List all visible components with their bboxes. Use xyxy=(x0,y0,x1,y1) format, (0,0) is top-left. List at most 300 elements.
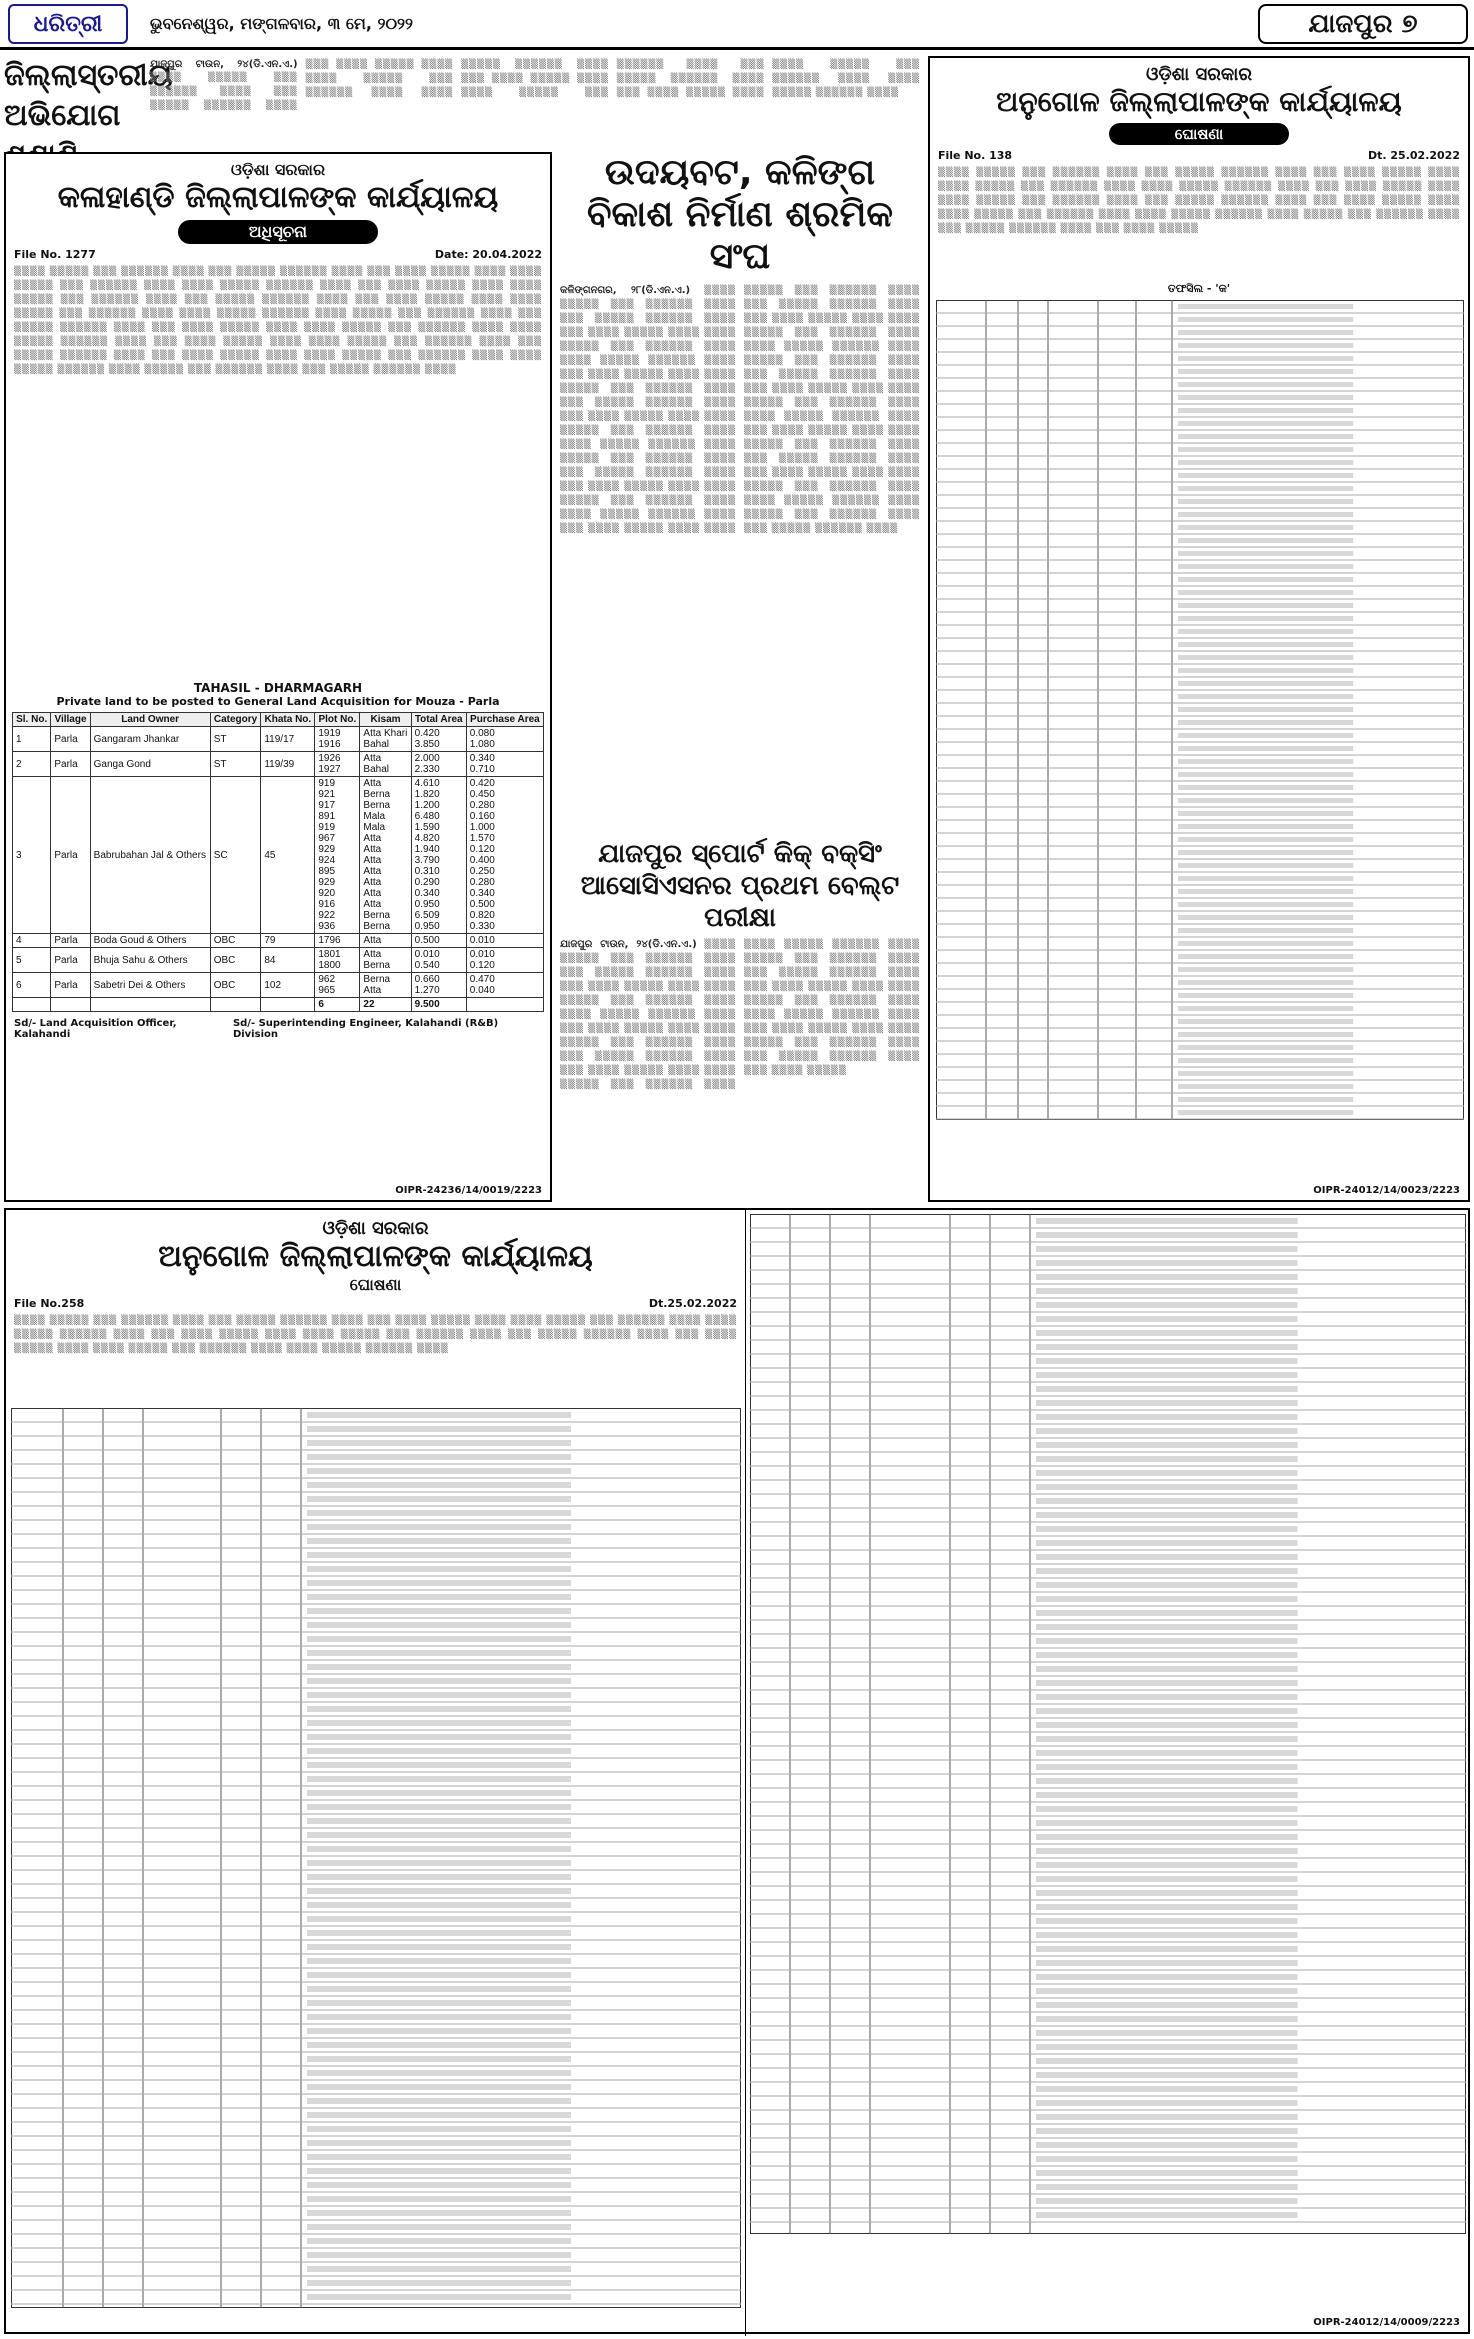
text-placeholder xyxy=(307,1636,571,1642)
table-cell: Atta xyxy=(360,934,411,948)
text-placeholder xyxy=(1178,967,1353,972)
table-cell: 22 xyxy=(360,998,411,1012)
adhigog-title: ଜିଲ୍ଲାସ୍ତରୀୟ ଅଭିଯୋଗ xyxy=(4,58,173,133)
text-placeholder xyxy=(307,1790,571,1796)
text-placeholder xyxy=(1178,460,1353,465)
kalahandi-bar: ଅଧିସୂଚନା xyxy=(178,220,378,244)
text-placeholder xyxy=(1178,590,1353,595)
table-row xyxy=(13,752,544,777)
text-placeholder xyxy=(1178,577,1353,582)
table-cell: 3 xyxy=(13,777,51,934)
text-placeholder xyxy=(307,2266,571,2272)
news-article-2 xyxy=(560,838,920,1200)
text-placeholder xyxy=(307,2238,571,2244)
table-cell: 0.420 3.850 xyxy=(411,727,466,752)
text-placeholder xyxy=(1036,2114,1298,2120)
angul1-date: Dt. 25.02.2022 xyxy=(1368,149,1460,162)
angul1-sched: ତଫସିଲ - 'କ' xyxy=(1167,282,1231,295)
text-placeholder xyxy=(307,2210,571,2216)
adhigog-title-box xyxy=(4,56,173,148)
table-cell: Babrubahan Jal & Others xyxy=(90,777,210,934)
text-placeholder xyxy=(1178,499,1353,504)
text-placeholder xyxy=(307,2056,571,2062)
text-placeholder xyxy=(1178,616,1353,621)
text-placeholder xyxy=(307,1426,571,1432)
text-placeholder xyxy=(307,2014,571,2020)
text-placeholder xyxy=(1178,434,1353,439)
text-placeholder xyxy=(1178,1006,1353,1011)
table-row xyxy=(13,727,544,752)
text-placeholder xyxy=(1036,1372,1298,1378)
text-placeholder xyxy=(1178,1110,1353,1115)
angul2-oipr: OIPR-24012/14/0009/2223 xyxy=(1313,2317,1460,2328)
table-cell: 2.000 2.330 xyxy=(411,752,466,777)
text-placeholder xyxy=(1178,928,1353,933)
text-placeholder xyxy=(1178,980,1353,985)
kalahandi-date: Date: 20.04.2022 xyxy=(434,248,542,261)
text-placeholder xyxy=(1178,473,1353,478)
text-placeholder xyxy=(1036,1848,1298,1854)
table-cell: 0.080 1.080 xyxy=(466,727,543,752)
text-placeholder xyxy=(1178,330,1353,335)
text-placeholder xyxy=(1178,356,1353,361)
text-placeholder xyxy=(1178,382,1353,387)
text-placeholder xyxy=(1178,1019,1353,1024)
text-placeholder xyxy=(307,1510,571,1516)
text-placeholder xyxy=(307,2168,571,2174)
table-cell: 1919 1916 xyxy=(315,727,360,752)
text-placeholder xyxy=(1036,1638,1298,1644)
table-cell: 0.010 xyxy=(466,934,543,948)
table-header: Plot No. xyxy=(315,713,360,727)
angul2-file: File No.258 xyxy=(14,1297,85,1310)
text-placeholder xyxy=(1178,629,1353,634)
text-placeholder xyxy=(1036,2030,1298,2036)
angul1-table-wrap xyxy=(930,296,1468,1128)
text-placeholder xyxy=(307,1804,571,1810)
angul2-left-table xyxy=(11,1408,741,2308)
text-placeholder xyxy=(307,1412,571,1418)
text-placeholder xyxy=(1178,551,1353,556)
table-cell: 0.660 1.270 xyxy=(411,973,466,998)
angul1-gov: ଓଡ଼ିଶା ସରକାର xyxy=(1146,64,1252,85)
table-cell: 0.420 0.450 0.280 0.160 1.000 1.570 0.120 0.400 0.250 0.280 0.340 0.500 0.820 0.330 xyxy=(466,777,543,934)
text-placeholder xyxy=(307,1748,571,1754)
text-placeholder xyxy=(1036,1764,1298,1770)
text-placeholder xyxy=(1178,707,1353,712)
table-cell: Parla xyxy=(51,973,90,998)
text-placeholder xyxy=(1036,1414,1298,1420)
table-cell: 79 xyxy=(261,934,315,948)
text-placeholder xyxy=(1036,1792,1298,1798)
text-placeholder xyxy=(1178,889,1353,894)
text-placeholder xyxy=(1036,1344,1298,1350)
table-cell xyxy=(90,998,210,1012)
text-placeholder xyxy=(1178,603,1353,608)
table-cell: 0.010 0.120 xyxy=(466,948,543,973)
text-placeholder xyxy=(1178,512,1353,517)
table-header: Purchase Area xyxy=(466,713,543,727)
text-placeholder xyxy=(307,2224,571,2230)
table-cell: 1 xyxy=(13,727,51,752)
text-placeholder xyxy=(1178,694,1353,699)
text-placeholder xyxy=(1036,1582,1298,1588)
angul1-title: ଅନୁଗୋଳ ଜିଲ୍ଲାପାଳଙ୍କ କାର୍ଯ୍ୟାଳୟ xyxy=(996,85,1402,118)
table-cell: 1801 1800 xyxy=(315,948,360,973)
text-placeholder xyxy=(1178,655,1353,660)
text-placeholder xyxy=(307,1888,571,1894)
text-placeholder xyxy=(307,2252,571,2258)
text-placeholder xyxy=(1036,2142,1298,2148)
table-cell: 4 xyxy=(13,934,51,948)
text-placeholder xyxy=(1178,642,1353,647)
angul2-title: ଅନୁଗୋଳ ଜିଲ୍ଲାପାଳଙ୍କ କାର୍ଯ୍ୟାଳୟ xyxy=(158,1239,593,1274)
text-placeholder xyxy=(1036,1736,1298,1742)
kalahandi-notice xyxy=(4,152,552,1202)
text-placeholder xyxy=(307,1958,571,1964)
text-placeholder xyxy=(1036,2086,1298,2092)
table-cell: 1796 xyxy=(315,934,360,948)
text-placeholder xyxy=(1036,1862,1298,1868)
table-total-row xyxy=(13,998,544,1012)
text-placeholder xyxy=(1036,1960,1298,1966)
angul1-land-table xyxy=(936,300,1464,1120)
text-placeholder xyxy=(1178,941,1353,946)
table-cell: Atta Bahal xyxy=(360,752,411,777)
table-cell: 5 xyxy=(13,948,51,973)
text-placeholder xyxy=(307,1468,571,1474)
text-placeholder xyxy=(1178,824,1353,829)
adhigog-dateline: ଯାଜପୁର ଟାଉନ, ୨୪(ଡି.ଏନ.ଏ.) xyxy=(150,59,298,70)
text-placeholder xyxy=(307,2084,571,2090)
text-placeholder xyxy=(1036,1246,1298,1252)
text-placeholder xyxy=(1036,1680,1298,1686)
text-placeholder xyxy=(1036,1708,1298,1714)
table-cell: OBC xyxy=(210,948,261,973)
kalahandi-sign-right: Sd/- Superintending Engineer, Kalahandi (R&B) Division xyxy=(232,1018,499,1040)
text-placeholder xyxy=(307,2140,571,2146)
table-cell: 9.500 xyxy=(411,998,466,1012)
table-cell: ST xyxy=(210,752,261,777)
text-placeholder xyxy=(307,2182,571,2188)
page-label: ଯାଜପୁର ୭ xyxy=(1258,4,1468,44)
text-placeholder xyxy=(1178,668,1353,673)
text-placeholder xyxy=(1036,1484,1298,1490)
table-cell xyxy=(261,998,315,1012)
table-row xyxy=(13,973,544,998)
table-row xyxy=(13,934,544,948)
text-placeholder xyxy=(1178,993,1353,998)
table-row xyxy=(13,948,544,973)
text-placeholder xyxy=(1178,486,1353,491)
table-cell: Boda Goud & Others xyxy=(90,934,210,948)
text-placeholder xyxy=(1178,304,1353,309)
text-placeholder xyxy=(307,1454,571,1460)
news2-headline: ଯାଜପୁର ସ୍ପୋର୍ଟ କିକ୍ ବକ୍ସିଂ ଆସୋସିଏସନର ପ୍ରଥମ ବେଲ୍ଟ ପରୀକ୍ଷା xyxy=(580,839,900,933)
text-placeholder xyxy=(1178,564,1353,569)
text-placeholder xyxy=(1036,1218,1298,1224)
table-cell: 2 xyxy=(13,752,51,777)
text-placeholder xyxy=(1036,1456,1298,1462)
text-placeholder xyxy=(1036,1722,1298,1728)
table-cell: Gangaram Jhankar xyxy=(90,727,210,752)
kalahandi-sign-left: Sd/- Land Acquisition Officer, Kalahandi xyxy=(14,1018,177,1040)
text-placeholder xyxy=(1178,720,1353,725)
newspaper-logo: ଧରିତ୍ରୀ xyxy=(8,4,128,44)
text-placeholder xyxy=(307,1860,571,1866)
news2-body xyxy=(560,938,920,1228)
text-placeholder xyxy=(1036,1260,1298,1266)
text-placeholder xyxy=(307,2028,571,2034)
text-placeholder xyxy=(1178,902,1353,907)
news2-dateline: ଯାଜପୁର ଟାଉନ, ୨୪(ଡି.ଏନ.ଏ.) xyxy=(560,939,697,950)
text-placeholder xyxy=(307,1650,571,1656)
text-placeholder xyxy=(1178,850,1353,855)
table-header: Village xyxy=(51,713,90,727)
kalahandi-table-sub: Private land to be posted to General Land Acquisition for Mouza - Parla xyxy=(56,695,500,708)
text-placeholder xyxy=(307,1538,571,1544)
text-placeholder xyxy=(1036,1694,1298,1700)
text-placeholder xyxy=(307,1692,571,1698)
news2-text-placeholder: ▒▒▒▒ ▒▒▒▒▒ ▒▒▒ ▒▒▒▒▒▒ ▒▒▒▒ ▒▒▒ ▒▒▒▒▒ ▒▒▒▒▒▒ ▒▒▒▒ ▒▒▒ ▒▒▒▒ ▒▒▒▒▒ ▒▒▒▒ ▒▒▒▒ ▒▒▒▒▒ ▒▒▒ ▒▒▒▒▒▒ ▒▒▒▒ ▒▒▒▒ ▒▒▒▒▒ ▒▒▒▒▒▒ ▒▒▒▒ ▒▒▒ ▒▒▒▒ ▒▒▒▒▒ ▒▒▒▒ ▒▒▒▒ ▒▒▒▒▒ ▒▒▒ ▒▒▒▒▒▒ ▒▒▒▒ ▒▒▒ ▒▒▒▒▒ ▒▒▒▒▒▒ ▒▒▒▒ ▒▒▒ ▒▒▒▒ ▒▒▒▒▒ ▒▒▒▒ ▒▒▒▒ ▒▒▒▒▒ ▒▒▒ ▒▒▒▒▒▒ ▒▒▒▒ ▒▒▒▒ ▒▒▒▒▒ ▒▒▒▒▒▒ ▒▒▒▒ ▒▒▒▒▒ ▒▒▒ ▒▒▒▒▒▒ ▒▒▒▒ ▒▒▒ ▒▒▒▒▒ ▒▒▒▒▒▒ ▒▒▒▒ ▒▒▒ ▒▒▒▒ ▒▒▒▒▒ ▒▒▒▒ ▒▒▒▒ ▒▒▒▒▒ ▒▒▒ ▒▒▒▒▒▒ ▒▒▒▒ ▒▒▒▒ ▒▒▒▒▒ ▒▒▒▒▒▒ ▒▒▒▒ ▒▒▒ ▒▒▒▒ ▒▒▒▒▒ ▒▒▒▒ ▒▒▒▒ ▒▒▒▒▒ ▒▒▒ ▒▒▒▒▒▒ ▒▒▒▒ ▒▒▒ ▒▒▒▒▒ ▒▒▒▒▒▒ ▒▒▒▒ ▒▒▒ ▒▒▒▒ ▒▒▒▒▒ xyxy=(560,940,920,1090)
table-cell: OBC xyxy=(210,973,261,998)
angul2-right-table xyxy=(750,1214,1466,2234)
text-placeholder xyxy=(307,1986,571,1992)
table-cell: 45 xyxy=(261,777,315,934)
text-placeholder xyxy=(1036,1526,1298,1532)
text-placeholder xyxy=(1178,746,1353,751)
table-cell: Ganga Gond xyxy=(90,752,210,777)
text-placeholder xyxy=(307,1902,571,1908)
angul-notice-2 xyxy=(4,1208,1470,2334)
table-cell: Parla xyxy=(51,752,90,777)
text-placeholder xyxy=(307,1552,571,1558)
table-cell: 102 xyxy=(261,973,315,998)
table-cell: 0.340 0.710 xyxy=(466,752,543,777)
table-row xyxy=(13,777,544,934)
text-placeholder xyxy=(307,1608,571,1614)
angul1-bar: ଘୋଷଣା xyxy=(1109,123,1289,145)
text-placeholder xyxy=(1036,1274,1298,1280)
angul1-oipr: OIPR-24012/14/0023/2223 xyxy=(1313,1185,1460,1196)
text-placeholder xyxy=(1036,1442,1298,1448)
kalahandi-file: File No. 1277 xyxy=(14,248,96,261)
table-header: Kisam xyxy=(360,713,411,727)
text-placeholder xyxy=(307,1720,571,1726)
text-placeholder xyxy=(1178,395,1353,400)
text-placeholder xyxy=(1036,1974,1298,1980)
angul2-right-col xyxy=(750,1214,1466,2330)
text-placeholder xyxy=(1036,2170,1298,2176)
text-placeholder xyxy=(307,2196,571,2202)
text-placeholder xyxy=(1178,785,1353,790)
table-cell: Atta Khari Bahal xyxy=(360,727,411,752)
text-placeholder xyxy=(1036,1806,1298,1812)
text-placeholder xyxy=(307,2070,571,2076)
table-cell: 919 921 917 891 919 967 929 924 895 929 920 916 922 936 xyxy=(315,777,360,934)
angul2-left-col xyxy=(6,1210,746,2336)
text-placeholder xyxy=(307,2294,571,2300)
text-placeholder xyxy=(307,1734,571,1740)
angul1-body-placeholder: ▒▒▒▒ ▒▒▒▒▒ ▒▒▒ ▒▒▒▒▒▒ ▒▒▒▒ ▒▒▒ ▒▒▒▒▒ ▒▒▒▒▒▒ ▒▒▒▒ ▒▒▒ ▒▒▒▒ ▒▒▒▒▒ ▒▒▒▒ ▒▒▒▒ ▒▒▒▒▒ ▒▒▒ ▒▒▒▒▒▒ ▒▒▒▒ ▒▒▒▒ ▒▒▒▒▒ ▒▒▒▒▒▒ ▒▒▒▒ ▒▒▒ ▒▒▒▒ ▒▒▒▒▒ ▒▒▒▒ ▒▒▒▒ ▒▒▒▒▒ ▒▒▒ ▒▒▒▒▒▒ ▒▒▒▒ ▒▒▒ ▒▒▒▒▒ ▒▒▒▒▒▒ ▒▒▒▒ ▒▒▒ ▒▒▒▒ ▒▒▒▒▒ ▒▒▒▒ ▒▒▒▒ ▒▒▒▒▒ ▒▒▒ ▒▒▒▒▒▒ ▒▒▒▒ ▒▒▒▒ ▒▒▒▒▒ ▒▒▒▒▒▒ ▒▒▒▒ ▒▒▒▒▒ ▒▒▒ ▒▒▒▒▒▒ ▒▒▒▒ ▒▒▒ ▒▒▒▒▒ ▒▒▒▒▒▒ ▒▒▒▒ ▒▒▒ ▒▒▒▒ ▒▒▒▒▒ xyxy=(938,168,1460,234)
text-placeholder xyxy=(1036,2184,1298,2190)
text-placeholder xyxy=(1036,1890,1298,1896)
kalahandi-land-table xyxy=(12,712,544,1012)
text-placeholder xyxy=(307,2042,571,2048)
text-placeholder xyxy=(307,1776,571,1782)
text-placeholder xyxy=(1036,2044,1298,2050)
table-cell: Berna Atta xyxy=(360,973,411,998)
text-placeholder xyxy=(1036,1988,1298,1994)
table-header: Land Owner xyxy=(90,713,210,727)
text-placeholder xyxy=(307,1580,571,1586)
text-placeholder xyxy=(1178,447,1353,452)
text-placeholder xyxy=(1178,876,1353,881)
text-placeholder xyxy=(1036,1400,1298,1406)
text-placeholder xyxy=(307,1706,571,1712)
text-placeholder xyxy=(307,1874,571,1880)
news1-body xyxy=(560,284,920,874)
text-placeholder xyxy=(1178,798,1353,803)
table-cell: ST xyxy=(210,727,261,752)
text-placeholder xyxy=(307,1972,571,1978)
text-placeholder xyxy=(1036,1512,1298,1518)
text-placeholder xyxy=(1036,1470,1298,1476)
table-cell: 84 xyxy=(261,948,315,973)
table-cell: Parla xyxy=(51,727,90,752)
table-header: Category xyxy=(210,713,261,727)
text-placeholder xyxy=(307,2154,571,2160)
text-placeholder xyxy=(307,1622,571,1628)
kalahandi-oipr: OIPR-24236/14/0019/2223 xyxy=(395,1185,542,1196)
text-placeholder xyxy=(307,1482,571,1488)
text-placeholder xyxy=(1036,2156,1298,2162)
text-placeholder xyxy=(1178,759,1353,764)
text-placeholder xyxy=(1178,1058,1353,1063)
text-placeholder xyxy=(1178,681,1353,686)
table-cell: Parla xyxy=(51,934,90,948)
text-placeholder xyxy=(1036,1946,1298,1952)
text-placeholder xyxy=(1036,1428,1298,1434)
table-cell xyxy=(466,998,543,1012)
text-placeholder xyxy=(1036,2128,1298,2134)
text-placeholder xyxy=(1036,1652,1298,1658)
angul2-bar: ଘୋଷଣା xyxy=(349,1275,402,1294)
text-placeholder xyxy=(1178,915,1353,920)
text-placeholder xyxy=(1036,1568,1298,1574)
text-placeholder xyxy=(1178,1045,1353,1050)
news1-headline: ଉଦୟବଟ, କଳିଙ୍ଗ ବିକାଶ ନିର୍ମାଣ ଶ୍ରମିକ ସଂଘ xyxy=(587,152,893,277)
text-placeholder xyxy=(1178,317,1353,322)
text-placeholder xyxy=(1036,1750,1298,1756)
text-placeholder xyxy=(307,1818,571,1824)
table-cell: Atta Berna Berna Mala Mala Atta Atta Atta Atta Atta Atta Atta Berna Berna xyxy=(360,777,411,934)
text-placeholder xyxy=(1036,1358,1298,1364)
text-placeholder xyxy=(307,1594,571,1600)
text-placeholder xyxy=(307,1678,571,1684)
text-placeholder xyxy=(1178,421,1353,426)
text-placeholder xyxy=(1036,1778,1298,1784)
text-placeholder xyxy=(307,1664,571,1670)
angul2-gov: ଓଡ଼ିଶା ସରକାର xyxy=(322,1218,429,1239)
angul2-body-placeholder: ▒▒▒▒ ▒▒▒▒▒ ▒▒▒ ▒▒▒▒▒▒ ▒▒▒▒ ▒▒▒ ▒▒▒▒▒ ▒▒▒▒▒▒ ▒▒▒▒ ▒▒▒ ▒▒▒▒ ▒▒▒▒▒ ▒▒▒▒ ▒▒▒▒ ▒▒▒▒▒ ▒▒▒ ▒▒▒▒▒▒ ▒▒▒▒ ▒▒▒▒ ▒▒▒▒▒ ▒▒▒▒▒▒ ▒▒▒▒ ▒▒▒ ▒▒▒▒ ▒▒▒▒▒ ▒▒▒▒ ▒▒▒▒ ▒▒▒▒▒ ▒▒▒ ▒▒▒▒▒▒ ▒▒▒▒ ▒▒▒ ▒▒▒▒▒ ▒▒▒▒▒▒ ▒▒▒▒ ▒▒▒ ▒▒▒▒ ▒▒▒▒▒ ▒▒▒▒ ▒▒▒▒ ▒▒▒▒▒ ▒▒▒ ▒▒▒▒▒▒ ▒▒▒▒ ▒▒▒▒ ▒▒▒▒▒ ▒▒▒▒▒▒ ▒▒▒▒ xyxy=(14,1316,737,1354)
text-placeholder xyxy=(1178,525,1353,530)
text-placeholder xyxy=(1178,837,1353,842)
text-placeholder xyxy=(1036,2058,1298,2064)
text-placeholder xyxy=(1178,538,1353,543)
text-placeholder xyxy=(1036,1834,1298,1840)
text-placeholder xyxy=(1178,343,1353,348)
angul-notice-1 xyxy=(928,56,1470,1202)
table-header: Total Area xyxy=(411,713,466,727)
table-cell: 0.500 xyxy=(411,934,466,948)
text-placeholder xyxy=(1178,1032,1353,1037)
table-cell xyxy=(210,998,261,1012)
text-placeholder xyxy=(1036,1540,1298,1546)
angul2-date: Dt.25.02.2022 xyxy=(648,1297,737,1310)
text-placeholder xyxy=(1036,1820,1298,1826)
text-placeholder xyxy=(1036,1666,1298,1672)
adhigog-text-placeholder: ▒▒▒▒ ▒▒▒▒▒ ▒▒▒ ▒▒▒▒▒▒ ▒▒▒▒ ▒▒▒ ▒▒▒▒▒ ▒▒▒▒▒▒ ▒▒▒▒ ▒▒▒ ▒▒▒▒ ▒▒▒▒▒ ▒▒▒▒ ▒▒▒▒ ▒▒▒▒▒ ▒▒▒ ▒▒▒▒▒▒ ▒▒▒▒ ▒▒▒▒ ▒▒▒▒▒ ▒▒▒▒▒▒ ▒▒▒▒ ▒▒▒ ▒▒▒▒ ▒▒▒▒▒ ▒▒▒▒ ▒▒▒▒ ▒▒▒▒▒ ▒▒▒ ▒▒▒▒▒▒ ▒▒▒▒ ▒▒▒ ▒▒▒▒▒ ▒▒▒▒▒▒ ▒▒▒▒ ▒▒▒ ▒▒▒▒ ▒▒▒▒▒ ▒▒▒▒ ▒▒▒▒ ▒▒▒▒▒ ▒▒▒ ▒▒▒▒▒▒ ▒▒▒▒ ▒▒▒▒ ▒▒▒▒▒ ▒▒▒▒▒▒ ▒▒▒▒ xyxy=(150,60,920,111)
table-cell: 4.610 1.820 1.200 6.480 1.590 4.820 1.940 3.790 0.310 0.290 0.340 0.950 6.509 0.950 xyxy=(411,777,466,934)
kalahandi-table-title: TAHASIL - DHARMAGARH xyxy=(193,681,363,695)
text-placeholder xyxy=(1178,408,1353,413)
table-header: Khata No. xyxy=(261,713,315,727)
table-header: Sl. No. xyxy=(13,713,51,727)
news1-dateline: କଳିଙ୍ଗନଗର, ୨୮(ଡି.ଏନ.ଏ.) xyxy=(560,285,691,296)
table-cell: 119/17 xyxy=(261,727,315,752)
table-cell xyxy=(51,998,90,1012)
angul1-file: File No. 138 xyxy=(938,149,1013,162)
text-placeholder xyxy=(1036,2100,1298,2106)
text-placeholder xyxy=(1036,1554,1298,1560)
text-placeholder xyxy=(307,1916,571,1922)
text-placeholder xyxy=(1178,1097,1353,1102)
text-placeholder xyxy=(307,2280,571,2286)
text-placeholder xyxy=(1036,1386,1298,1392)
table-cell: Parla xyxy=(51,777,90,934)
kalahandi-body-placeholder: ▒▒▒▒ ▒▒▒▒▒ ▒▒▒ ▒▒▒▒▒▒ ▒▒▒▒ ▒▒▒ ▒▒▒▒▒ ▒▒▒▒▒▒ ▒▒▒▒ ▒▒▒ ▒▒▒▒ ▒▒▒▒▒ ▒▒▒▒ ▒▒▒▒ ▒▒▒▒▒ ▒▒▒ ▒▒▒▒▒▒ ▒▒▒▒ ▒▒▒▒ ▒▒▒▒▒ ▒▒▒▒▒▒ ▒▒▒▒ ▒▒▒ ▒▒▒▒ ▒▒▒▒▒ ▒▒▒▒ ▒▒▒▒ ▒▒▒▒▒ ▒▒▒ ▒▒▒▒▒▒ ▒▒▒▒ ▒▒▒ ▒▒▒▒▒ ▒▒▒▒▒▒ ▒▒▒▒ ▒▒▒ ▒▒▒▒ ▒▒▒▒▒ ▒▒▒▒ ▒▒▒▒ ▒▒▒▒▒ ▒▒▒ ▒▒▒▒▒▒ ▒▒▒▒ ▒▒▒▒ ▒▒▒▒▒ ▒▒▒▒▒▒ ▒▒▒▒ ▒▒▒▒▒ ▒▒▒ ▒▒▒▒▒▒ ▒▒▒▒ ▒▒▒ ▒▒▒▒▒ ▒▒▒▒▒▒ ▒▒▒▒ ▒▒▒ ▒▒▒▒ ▒▒▒▒▒ ▒▒▒▒ ▒▒▒▒ ▒▒▒▒▒ ▒▒▒ ▒▒▒▒▒▒ ▒▒▒▒ ▒▒▒▒ ▒▒▒▒▒ ▒▒▒▒▒▒ ▒▒▒▒ ▒▒▒ ▒▒▒▒ ▒▒▒▒▒ ▒▒▒▒ ▒▒▒▒ ▒▒▒▒▒ ▒▒▒ ▒▒▒▒▒▒ ▒▒▒▒ ▒▒▒ ▒▒▒▒▒ ▒▒▒▒▒▒ ▒▒▒▒ ▒▒▒ ▒▒▒▒ ▒▒▒▒▒ ▒▒▒▒ ▒▒▒▒ ▒▒▒▒▒ ▒▒▒ ▒▒▒▒▒▒ ▒▒▒▒ ▒▒▒▒ ▒▒▒▒▒ ▒▒▒▒▒▒ ▒▒▒▒ ▒▒▒▒▒ ▒▒▒ ▒▒▒▒▒▒ ▒▒▒▒ ▒▒▒ ▒▒▒▒▒ ▒▒▒▒▒▒ ▒▒▒▒ xyxy=(14,267,542,375)
text-placeholder xyxy=(307,2112,571,2118)
table-cell: Sabetri Dei & Others xyxy=(90,973,210,998)
angul2-body xyxy=(6,1312,745,1408)
table-cell: 962 965 xyxy=(315,973,360,998)
text-placeholder xyxy=(1036,1498,1298,1504)
text-placeholder xyxy=(307,1440,571,1446)
text-placeholder xyxy=(1178,863,1353,868)
table-cell: OBC xyxy=(210,934,261,948)
text-placeholder xyxy=(307,1944,571,1950)
table-cell: 0.010 0.540 xyxy=(411,948,466,973)
table-cell xyxy=(13,998,51,1012)
table-cell: 119/39 xyxy=(261,752,315,777)
text-placeholder xyxy=(1178,733,1353,738)
table-cell: 6 xyxy=(315,998,360,1012)
table-cell: 6 xyxy=(13,973,51,998)
news-article-1 xyxy=(560,152,920,832)
text-placeholder xyxy=(307,2000,571,2006)
text-placeholder xyxy=(307,1832,571,1838)
text-placeholder xyxy=(1036,1232,1298,1238)
text-placeholder xyxy=(307,1846,571,1852)
text-placeholder xyxy=(1036,2002,1298,2008)
text-placeholder xyxy=(1036,1330,1298,1336)
kalahandi-body xyxy=(6,261,550,541)
text-placeholder xyxy=(1036,1918,1298,1924)
table-cell: SC xyxy=(210,777,261,934)
text-placeholder xyxy=(1036,1302,1298,1308)
text-placeholder xyxy=(1178,954,1353,959)
